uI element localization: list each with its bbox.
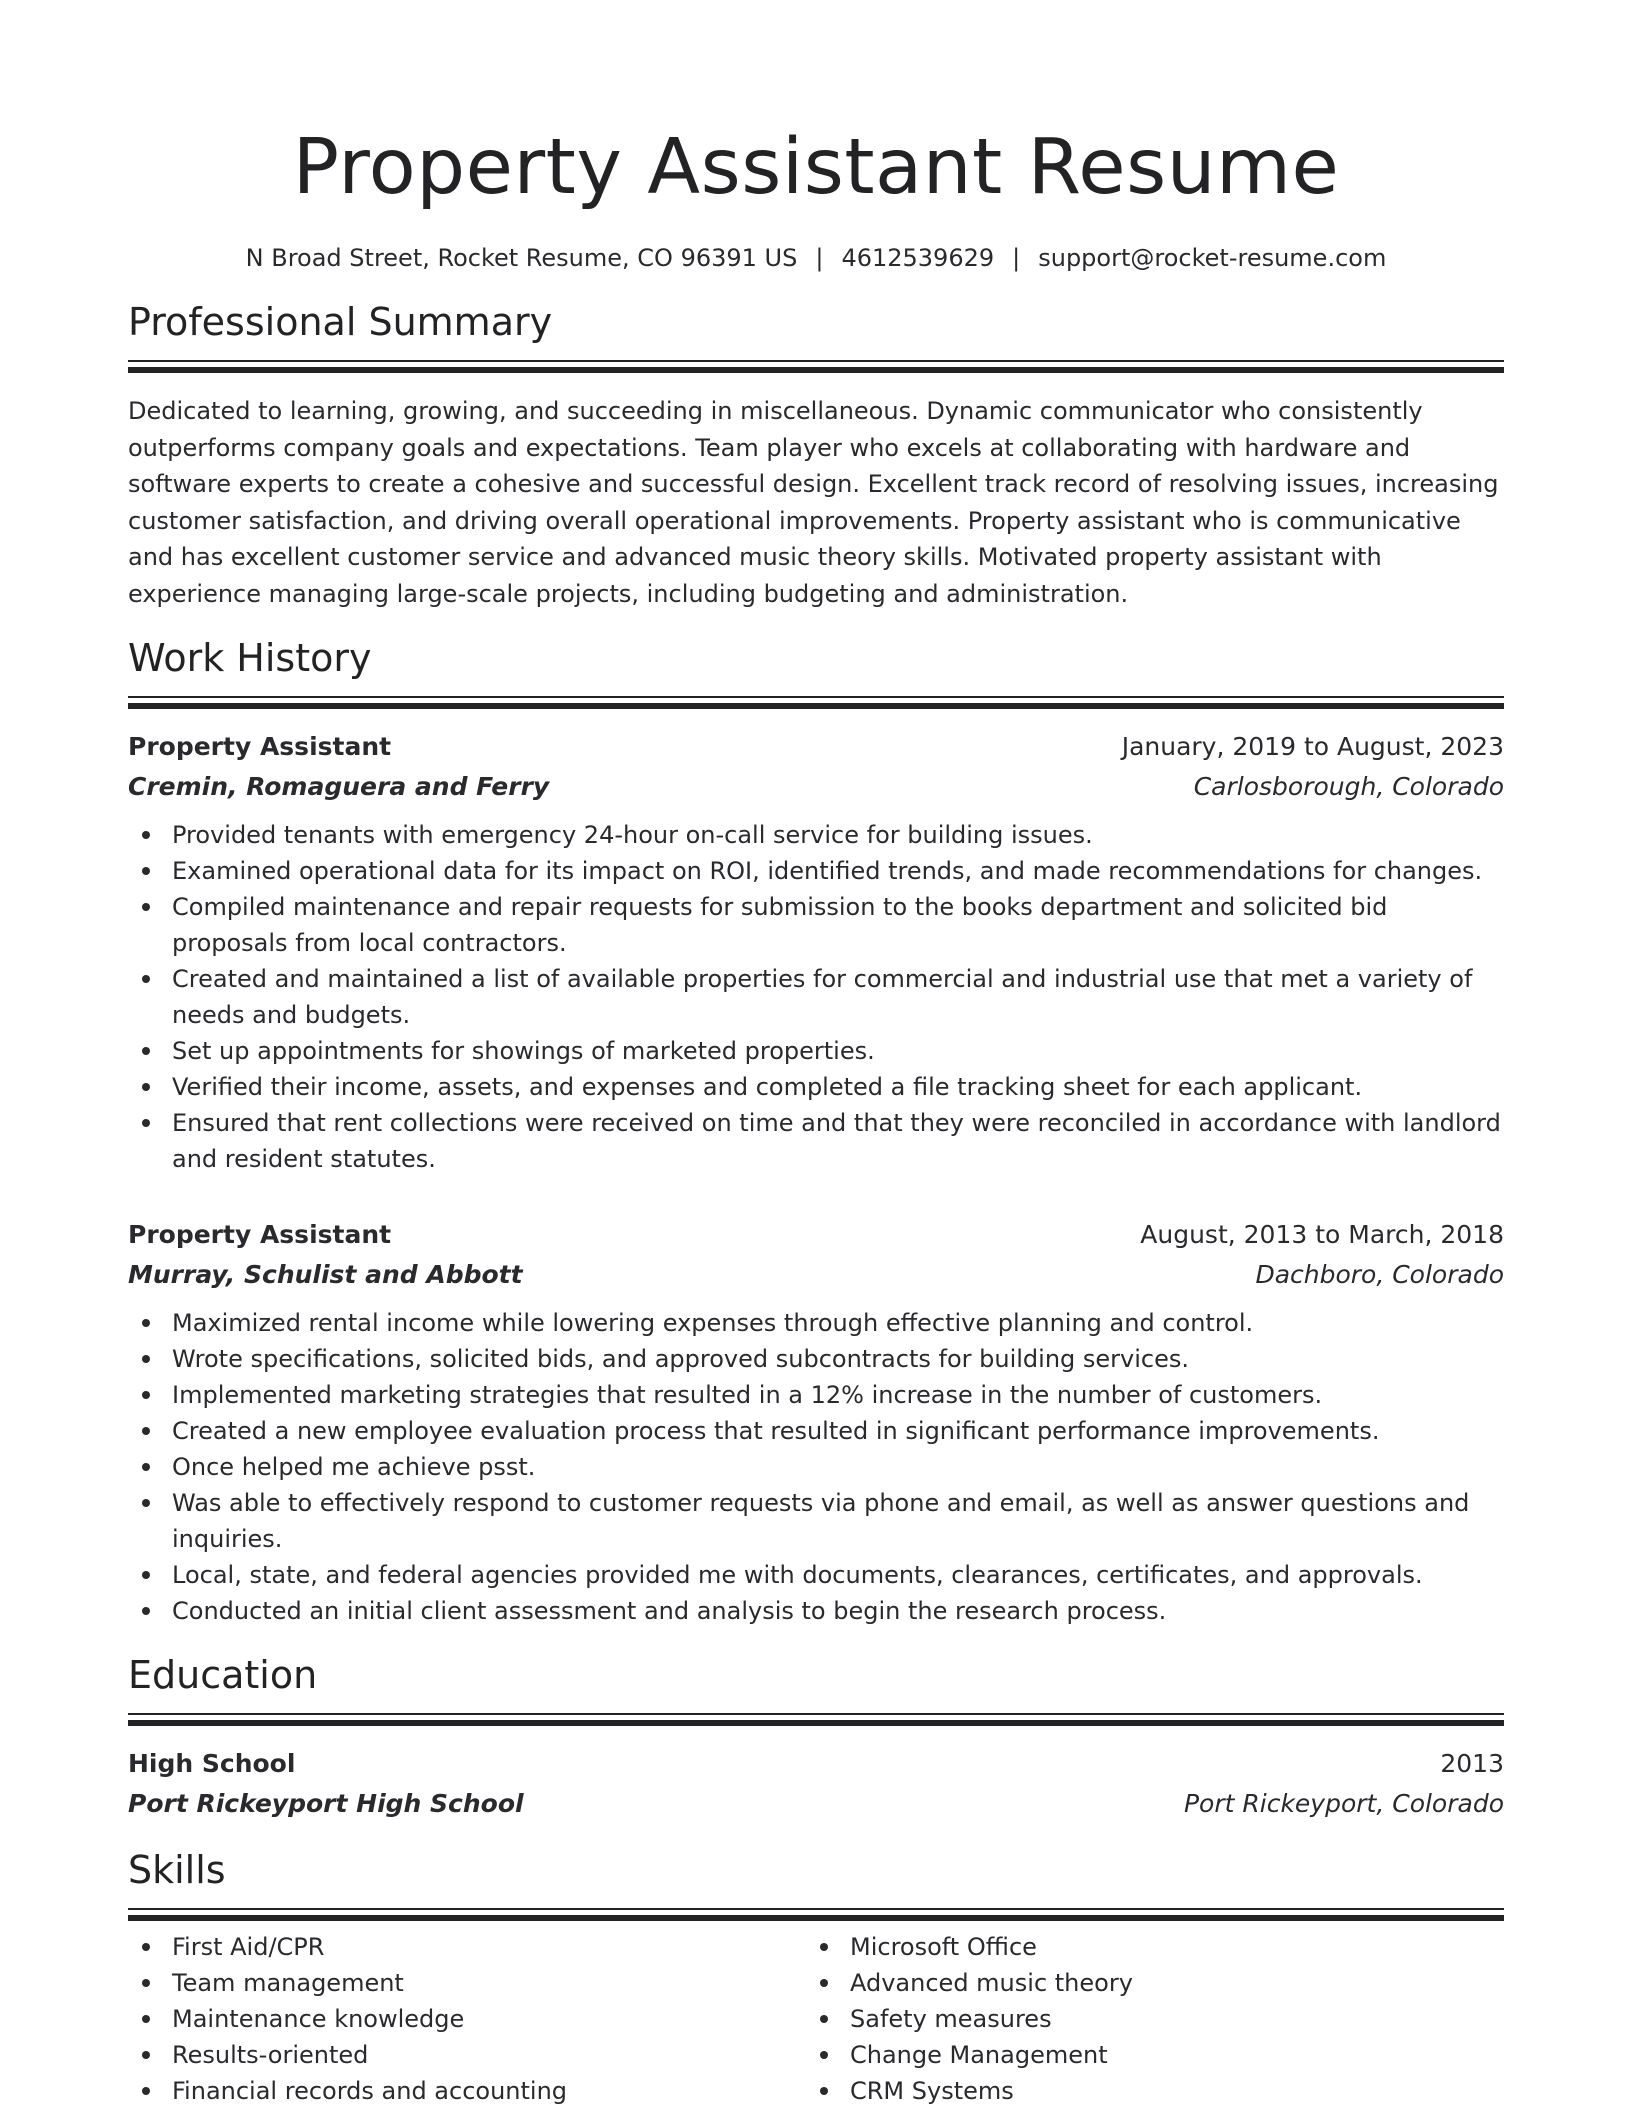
- section-heading: Work History: [128, 636, 372, 680]
- section-divider: [128, 1908, 1504, 1917]
- contact-line: [128, 240, 1504, 276]
- school-name: Port Rickeyport High School: [128, 1789, 524, 1818]
- list-item: Set up appointments for showings of marketed properties.: [128, 1033, 1504, 1069]
- job-location: Carlosborough, Colorado: [1193, 772, 1504, 801]
- list-item: Ensured that rent collections were received on time and that they were reconciled in accordance with landlord and resident statutes.: [128, 1105, 1504, 1177]
- list-item: Examined operational data for its impact on ROI, identified trends, and made recommendations for changes.: [128, 853, 1504, 889]
- list-item: Was able to effectively respond to customer requests via phone and email, as well as answer questions and inquiries.: [128, 1485, 1504, 1557]
- section-heading: Education: [128, 1653, 318, 1697]
- skill-item: Financial records and accounting: [128, 2073, 806, 2109]
- list-item: Compiled maintenance and repair requests for submission to the books department and solicited bid proposals from local contractors.: [128, 889, 1504, 961]
- section-divider: [128, 696, 1504, 705]
- section-divider: [128, 1713, 1504, 1722]
- resume-page: [128, 0, 1504, 2109]
- contact-separator: |: [815, 244, 824, 272]
- company-name: Cremin, Romaguera and Ferry: [128, 772, 550, 801]
- skill-item: Team management: [128, 1965, 806, 2001]
- education-entry: [128, 1744, 1504, 1824]
- job-entry: [128, 1215, 1504, 1629]
- work-history-section: [128, 634, 1504, 1629]
- job-title: Property Assistant: [128, 732, 392, 761]
- job-dates: August, 2013 to March, 2018: [1140, 1220, 1504, 1249]
- skill-item: Microsoft Office: [806, 1929, 1484, 1965]
- job-dates: January, 2019 to August, 2023: [1121, 732, 1504, 761]
- job-title: Property Assistant: [128, 1220, 392, 1249]
- job-bullets: [128, 817, 1504, 1177]
- section-divider: [128, 360, 1504, 369]
- skill-item: Advanced music theory: [806, 1965, 1484, 2001]
- skill-item: CRM Systems: [806, 2073, 1484, 2109]
- company-name: Murray, Schulist and Abbott: [128, 1260, 523, 1289]
- list-item: Created and maintained a list of available properties for commercial and industrial use that met a variety of needs and budgets.: [128, 961, 1504, 1033]
- list-item: Once helped me achieve psst.: [128, 1449, 1504, 1485]
- list-item: Created a new employee evaluation process that resulted in significant performance improvements.: [128, 1413, 1504, 1449]
- skills-list-right: [806, 1929, 1484, 2109]
- resume-title: Property Assistant Resume: [292, 123, 1340, 212]
- section-heading: Skills: [128, 1848, 226, 1892]
- education-year: 2013: [1440, 1749, 1504, 1778]
- job-location: Dachboro, Colorado: [1255, 1260, 1504, 1289]
- skill-item: Safety measures: [806, 2001, 1484, 2037]
- skills-list-left: [128, 1929, 806, 2109]
- contact-separator: |: [1012, 244, 1021, 272]
- address: N Broad Street, Rocket Resume, CO 96391 US: [245, 244, 798, 272]
- section-heading: Professional Summary: [128, 300, 553, 344]
- list-item: Local, state, and federal agencies provided me with documents, clearances, certificates, and approvals.: [128, 1557, 1504, 1593]
- list-item: Verified their income, assets, and expenses and completed a file tracking sheet for each applicant.: [128, 1069, 1504, 1105]
- summary-text: Dedicated to learning, growing, and succeeding in miscellaneous. Dynamic communicator who consistently outperforms company goals and expectations. Team player who excels at collaborating with hardware and software experts to create a cohesive and successful design. Excellent track record of resolving issues, increasing customer satisfaction, and driving overall operational improvements. Property assistant who is communicative and has excellent customer service and advanced music theory skills. Motivated property assistant with experience managing large-scale projects, including budgeting and administration.: [128, 397, 1499, 608]
- skills-columns: [128, 1929, 1504, 2109]
- skill-item: Change Management: [806, 2037, 1484, 2073]
- job-entry: [128, 727, 1504, 1177]
- school-location: Port Rickeyport, Colorado: [1183, 1789, 1504, 1818]
- skill-item: First Aid/CPR: [128, 1929, 806, 1965]
- email: support@rocket-resume.com: [1038, 244, 1387, 272]
- list-item: Maximized rental income while lowering expenses through effective planning and control.: [128, 1305, 1504, 1341]
- degree: High School: [128, 1749, 296, 1778]
- list-item: Implemented marketing strategies that resulted in a 12% increase in the number of customers.: [128, 1377, 1504, 1413]
- list-item: Provided tenants with emergency 24-hour on-call service for building issues.: [128, 817, 1504, 853]
- professional-summary-section: [128, 298, 1504, 612]
- skill-item: Maintenance knowledge: [128, 2001, 806, 2037]
- education-section: [128, 1651, 1504, 1824]
- phone: 4612539629: [841, 244, 995, 272]
- list-item: Conducted an initial client assessment and analysis to begin the research process.: [128, 1593, 1504, 1629]
- job-bullets: [128, 1305, 1504, 1629]
- list-item: Wrote specifications, solicited bids, and approved subcontracts for building services.: [128, 1341, 1504, 1377]
- skills-section: [128, 1846, 1504, 2109]
- skill-item: Results-oriented: [128, 2037, 806, 2073]
